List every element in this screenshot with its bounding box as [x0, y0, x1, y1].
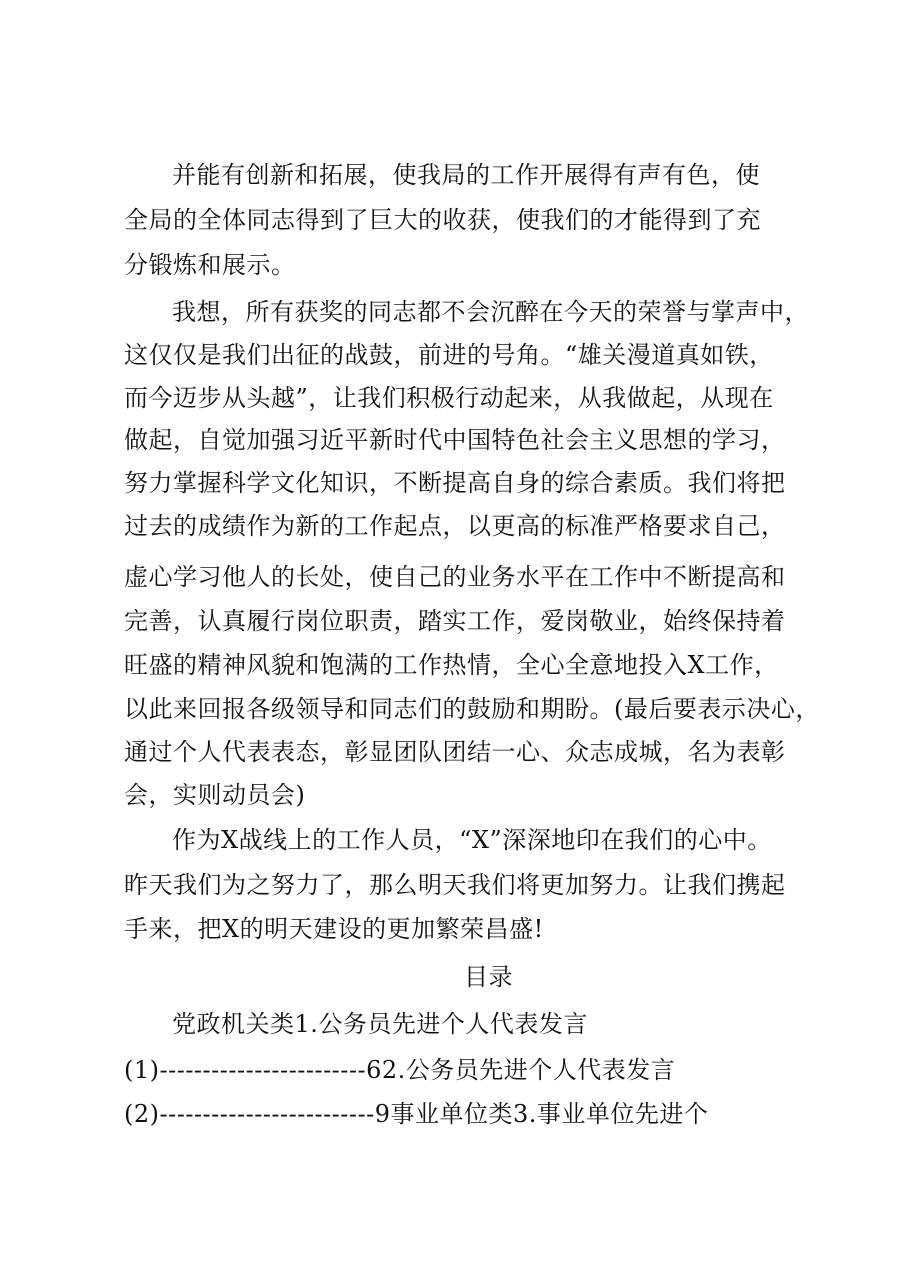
paragraph-2-line-11: 通过个人代表表态，彰显团队团结一心、众志成城，名为表彰 [124, 738, 786, 766]
paragraph-2-line-8: 完善，认真履行岗位职责，踏实工作，爱岗敬业，始终保持着 [124, 607, 786, 635]
toc-line-2: (1)------------------------62.公务员先进个人代表发言 [124, 1056, 676, 1084]
paragraph-2-line-12: 会，实则动员会) [124, 781, 306, 809]
paragraph-2-line-4: 做起，自觉加强习近平新时代中国特色社会主义思想的学习， [124, 426, 786, 454]
toc-title: 目录 [464, 963, 513, 991]
paragraph-2-line-10: 以此来回报各级领导和同志们的鼓励和期盼。(最后要表示决心， [124, 695, 820, 723]
paragraph-3-line-2: 昨天我们为之努力了，那么明天我们将更加努力。让我们携起 [124, 871, 786, 899]
paragraph-2-line-9: 旺盛的精神风貌和饱满的工作热情，全心全意地投入X工作， [124, 651, 779, 679]
toc-line-1: 党政机关类1.公务员先进个人代表发言 [172, 1010, 588, 1038]
paragraph-2-line-3: 而今迈步从头越”，让我们积极行动起来，从我做起，从现在 [124, 384, 774, 412]
paragraph-1-line-2: 全局的全体同志得到了巨大的收获，使我们的才能得到了充 [124, 206, 761, 234]
paragraph-3-line-1: 作为X战线上的工作人员，“X”深深地印在我们的心中。 [172, 826, 772, 854]
paragraph-3-line-3: 手来，把X的明天建设的更加繁荣昌盛! [124, 915, 544, 943]
paragraph-2-line-6: 过去的成绩作为新的工作起点，以更高的标准严格要求自己， [124, 512, 786, 540]
paragraph-1-line-3: 分锻炼和展示。 [124, 251, 296, 279]
paragraph-2-line-2: 这仅仅是我们出征的战鼓，前进的号角。“雄关漫道真如铁， [124, 341, 774, 369]
paragraph-2-line-5: 努力掌握科学文化知识，不断提高自身的综合素质。我们将把 [124, 469, 786, 497]
toc-line-3: (2)-------------------------9事业单位类3.事业单位先进个 [124, 1100, 709, 1128]
paragraph-2-line-7: 虚心学习他人的长处，使自己的业务水平在工作中不断提高和 [124, 563, 786, 591]
paragraph-1-line-1: 并能有创新和拓展，使我局的工作开展得有声有色，使 [172, 161, 760, 189]
paragraph-2-line-1: 我想，所有获奖的同志都不会沉醉在今天的荣誉与掌声中， [172, 298, 809, 326]
